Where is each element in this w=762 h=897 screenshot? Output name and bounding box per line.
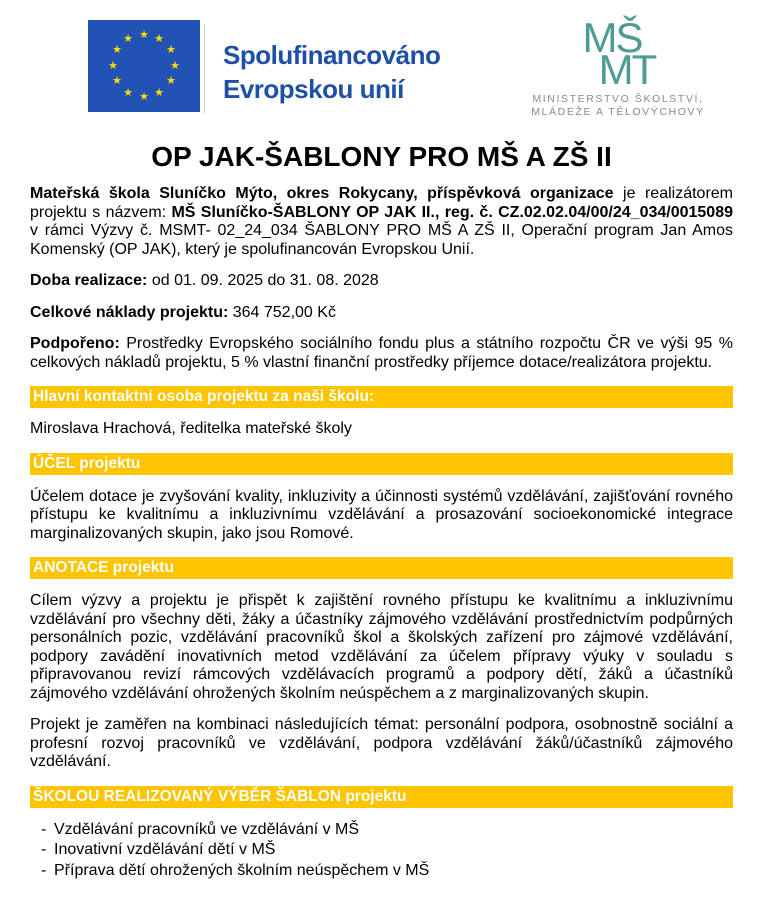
eu-star-icon: ★ — [154, 87, 164, 99]
bullet-dash-icon: - — [41, 841, 47, 858]
section-heading-templates: ŠKOLOU REALIZOVANÝ VÝBĚR ŠABLON projektu — [30, 786, 733, 808]
annotation-paragraph-2: Projekt je zaměřen na kombinaci následujících témat: personální podpora, osobnostně sociální a profesní rozvoj pracovníků ve vzdělávání, podpora vzdělávání žáků/účastníků zájmového vzdělávání. — [30, 716, 733, 770]
msmt-monogram-line2: MT — [598, 46, 656, 93]
list-item — [30, 840, 733, 861]
eu-star-icon: ★ — [154, 33, 164, 45]
realization-period-label: Doba realizace: — [30, 272, 148, 289]
eu-star-icon: ★ — [112, 75, 122, 87]
eu-star-icon: ★ — [170, 60, 180, 72]
intro-project-name: MŠ Sluníčko-ŠABLONY OP JAK II., reg. č. CZ.02.02.04/00/24_034/0015089 — [171, 203, 733, 221]
total-costs-label: Celkové náklady projektu: — [30, 303, 229, 321]
realization-period-value: od 01. 09. 2025 do 31. 08. 2028 — [147, 272, 379, 289]
bullet-dash-icon: - — [41, 820, 47, 838]
bullet-dash-icon: - — [41, 861, 47, 879]
intro-paragraph — [30, 185, 733, 259]
funding-value: Prostředky Evropského sociálního fondu plus a státního rozpočtu ČR ve výši 95 % celkových nákladů projektu, 5 % vlastní finanční prostředky příjemce dotace/realizátora projektu. — [30, 335, 733, 371]
intro-school-name: Mateřská škola Sluníčko Mýto, okres Rokycany, příspěvková organizace — [30, 185, 614, 202]
section-heading-annotation: ANOTACE projektu — [30, 557, 733, 579]
eu-star-icon: ★ — [112, 44, 122, 56]
page-title: OP JAK-ŠABLONY PRO MŠ A ZŠ II — [151, 141, 612, 172]
eu-cofinancing-label — [223, 38, 440, 106]
realization-period-line — [30, 272, 733, 291]
list-item — [30, 861, 733, 882]
eu-star-icon: ★ — [123, 33, 133, 45]
msmt-monogram-icon — [498, 14, 738, 93]
msmt-caption-line1: MINISTERSTVO ŠKOLSTVÍ, — [532, 93, 704, 105]
eu-star-icon: ★ — [139, 91, 149, 103]
eu-star-icon: ★ — [108, 60, 118, 72]
list-item-label: Příprava dětí ohrožených školním neúspěchem v MŠ — [54, 861, 430, 879]
intro-text-1: je realizátorem projektu s názvem: — [30, 185, 734, 221]
eu-cofinancing-line2: Evropskou unií — [223, 74, 404, 104]
eu-star-icon: ★ — [166, 75, 176, 87]
msmt-caption — [498, 93, 738, 119]
total-costs-value: 364 752,00 Kč — [228, 303, 336, 321]
list-item-label: Inovativní vzdělávání dětí v MŠ — [54, 841, 276, 858]
header-logos — [30, 14, 733, 120]
section-heading-purpose: ÚČEL projektu — [30, 453, 733, 475]
contact-person: Miroslava Hrachová, ředitelka mateřské školy — [30, 420, 352, 437]
annotation-paragraph-1: Cílem výzvy a projektu je přispět k zajištění rovného přístupu ke kvalitnímu a inkluzivnímu vzdělávání pro všechny děti, žáky a účastníky zájmového vzdělávání prostřednictvím podpůrných personálních pozic, vzdělávání pracovníků škol a školských zařízení pro zájmové vzdělávání, podpory zavádění inovativních metod vzdělávání za účelem přípravy výuky v souladu s připravovanou revizí rámcových vzdělávacích programů a podpory dětí, žáků a účastníků zájmového vzdělávání ohrožených školním neúspěchem a z marginalizovaných skupin. — [30, 592, 733, 702]
list-item-label: Vzdělávání pracovníků ve vzdělávání v MŠ — [54, 820, 360, 838]
total-costs-line — [30, 304, 733, 323]
msmt-logo — [498, 14, 738, 119]
section-heading-contact: Hlavní kontaktní osoba projektu za naši školu: — [30, 386, 733, 408]
templates-list — [30, 820, 733, 882]
logo-divider — [204, 24, 205, 113]
msmt-caption-line2: MLÁDEŽE A TĚLOVÝCHOVY — [531, 106, 705, 118]
eu-star-icon: ★ — [123, 87, 133, 99]
funding-label: Podpořeno: — [30, 335, 120, 352]
eu-star-icon: ★ — [166, 44, 176, 56]
list-item — [30, 820, 733, 841]
intro-text-2: v rámci Výzvy č. MSMT- 02_24_034 ŠABLONY PRO MŠ A ZŠ II, Operační program Jan Amos Komenský (OP JAK), který je spolufinancován Evropskou Unií. — [30, 222, 733, 258]
funding-paragraph — [30, 335, 733, 372]
msmt-monogram-line1: MŠ — [582, 14, 642, 61]
purpose-paragraph: Účelem dotace je zvyšování kvality, inkluzivity a účinnosti systémů vzdělávání, zajišťování rovného přístupu ke kvalitnímu a inkluzivnímu vzdělávání a prosazování socioekonomické integrace marginalizovaných skupin, jako jsou Romové. — [30, 487, 733, 542]
eu-star-icon: ★ — [139, 29, 149, 41]
eu-cofinancing-line1: Spolufinancováno — [223, 40, 441, 70]
eu-flag-icon — [88, 20, 200, 112]
